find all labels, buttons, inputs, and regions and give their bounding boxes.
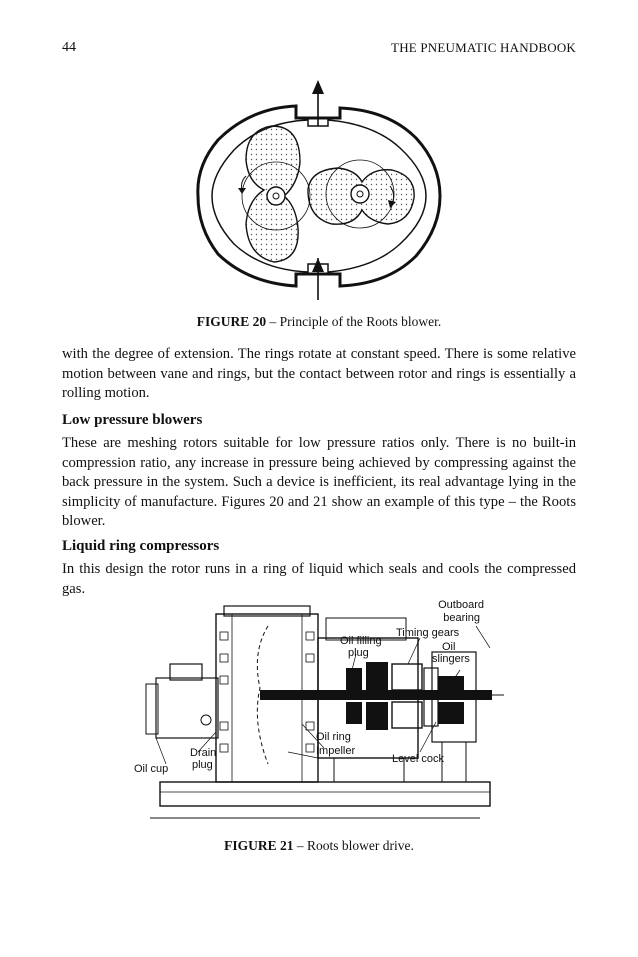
figure-20-caption (0, 314, 638, 330)
label-oil-slingers-1: Oil (442, 641, 456, 653)
running-title: THE PNEUMATIC HANDBOOK (391, 40, 576, 55)
label-oil-filling-plug-2: plug (348, 647, 369, 659)
label-outboard-bearing-2: bearing (443, 612, 480, 624)
label-oil-filling-plug-1: Oil filling (340, 635, 382, 647)
heading-low-pressure-blowers: Low pressure blowers (62, 412, 203, 428)
paragraph-liquid-ring: In this design the rotor runs in a ring of liquid which seals and cools the compressed gas. (62, 561, 576, 597)
heading-liquid-ring-compressors: Liquid ring compressors (62, 538, 220, 554)
page-number: 44 (62, 40, 76, 55)
label-timing-gears: Timing gears (396, 627, 460, 639)
figure-21-caption (0, 838, 638, 854)
figure-21-caption-text: – Roots blower drive. (293, 838, 414, 853)
label-oil-slingers-2: slingers (432, 653, 470, 665)
label-oil-cup: Oil cup (134, 763, 169, 775)
label-level-cock: Level cock (392, 753, 444, 765)
label-impeller: Impeller (316, 745, 356, 757)
figure-20-roots-blower-diagram (190, 78, 450, 303)
label-outboard-bearing-1: Outboard (438, 599, 484, 611)
label-oil-ring: Oil ring (316, 731, 351, 743)
figure-21-roots-blower-drive-diagram (120, 592, 510, 832)
paragraph-low-pressure-blowers: These are meshing rotors suitable for low pressure ratios only. There is no built-in compression ratio, any increase in pressure being achieved by compressing against the back pressure in the system. Such a device is inefficient, its real advantage lying in the simplicity of manufacture. Figures 20 and 21 show an example of this type – the Roots blower. (62, 435, 576, 529)
figure-20-caption-text: – Principle of the Roots blower. (266, 314, 442, 329)
paragraph-vane-rings: with the degree of extension. The rings rotate at constant speed. There is some relative motion between vane and rings, but the contact between rotor and rings is essentially a rolling motion. (62, 346, 576, 401)
label-drain-plug-1: Drain (190, 747, 217, 759)
label-drain-plug-2: plug (192, 759, 213, 771)
figure-20-caption-label: FIGURE 20 (196, 314, 267, 329)
figure-21-caption-label: FIGURE 21 (224, 838, 294, 853)
